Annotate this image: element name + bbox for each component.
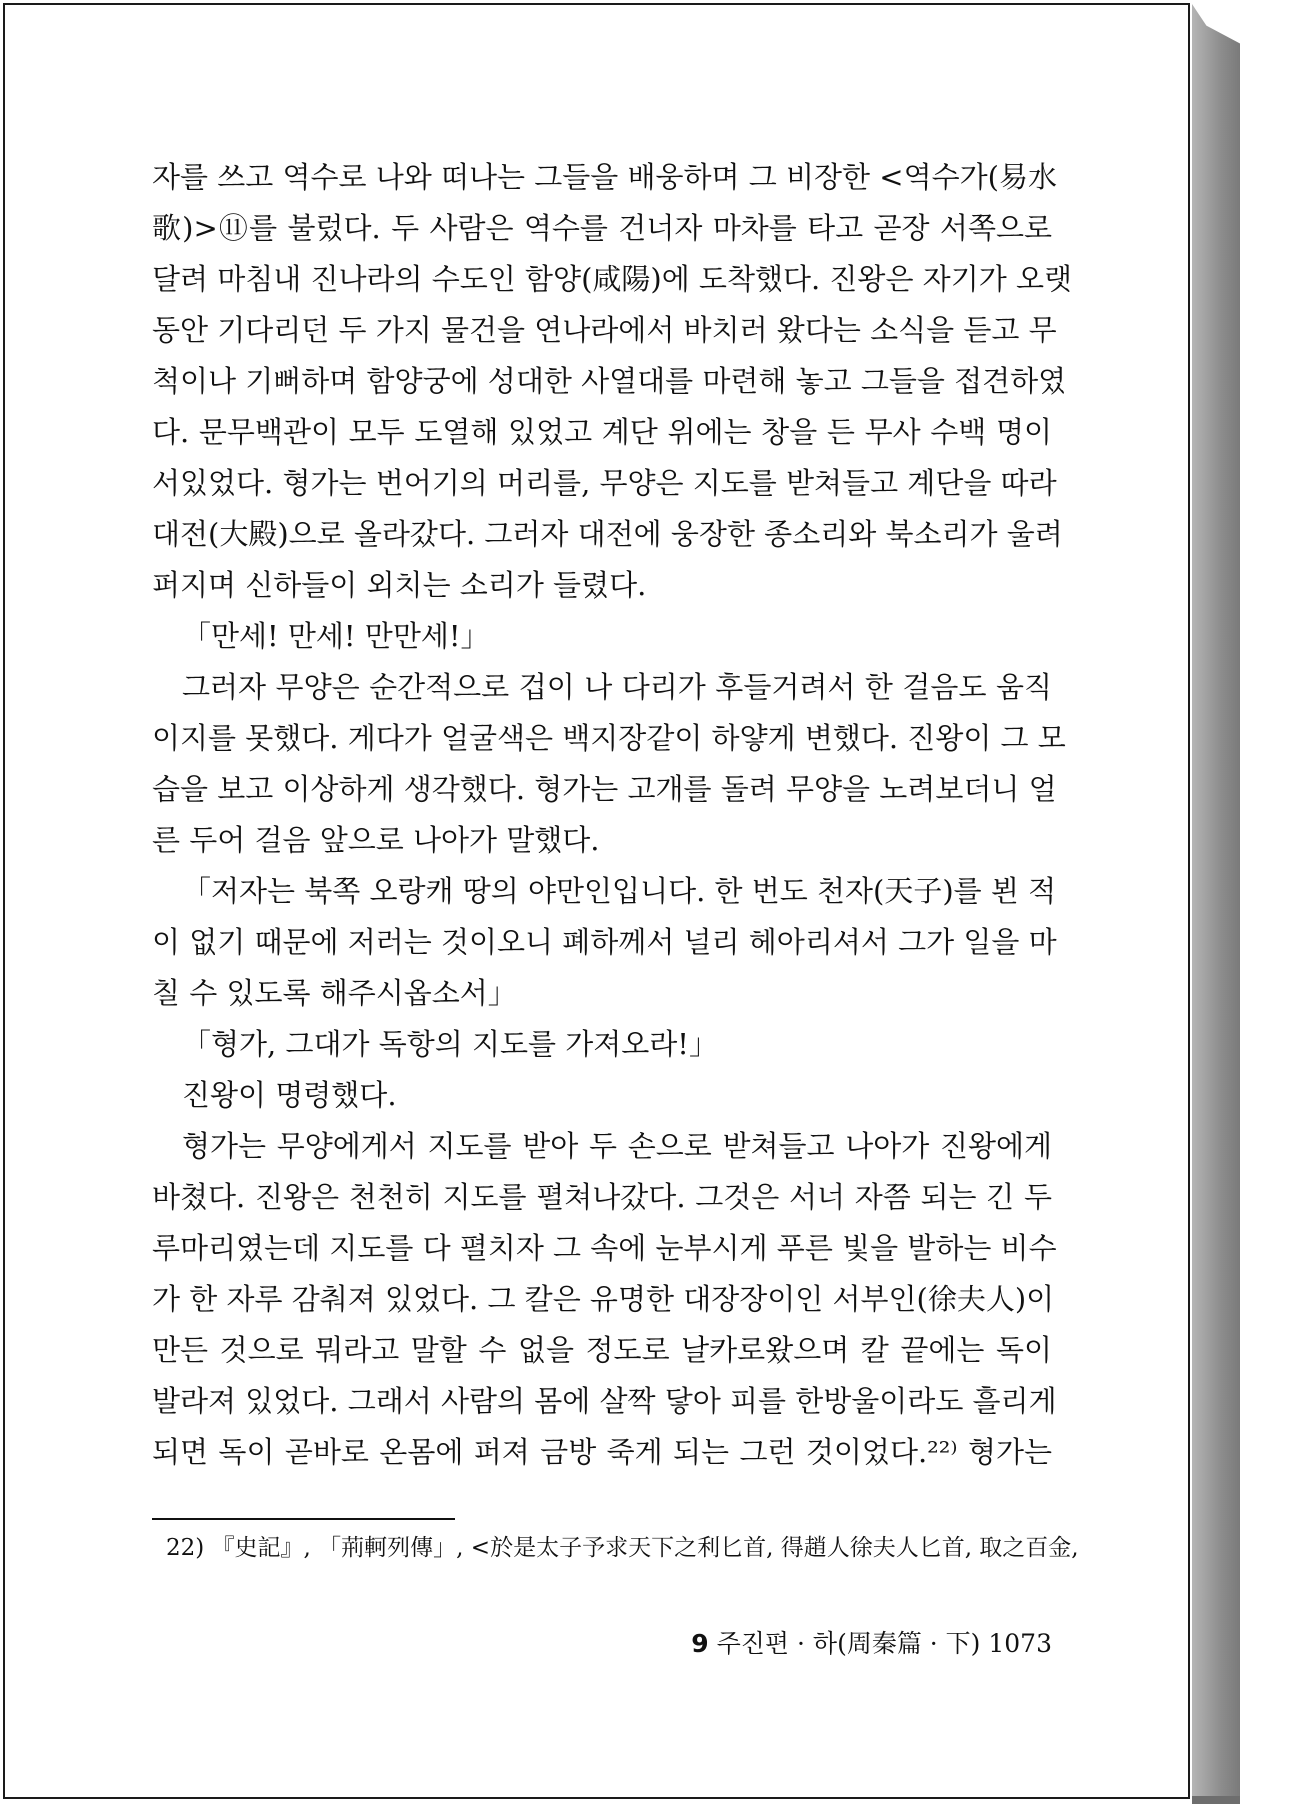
body-line: 「형가, 그대가 독항의 지도를 가져오라!」 [182, 1027, 718, 1061]
body-line: 이 없기 때문에 저러는 것이오니 폐하께서 널리 헤아리셔서 그가 일을 마 [152, 925, 1057, 959]
body-line: 歌)>⑪를 불렀다. 두 사람은 역수를 건너자 마차를 타고 곧장 서쪽으로 [152, 211, 1052, 245]
body-line: 루마리였는데 지도를 다 펼치자 그 속에 눈부시게 푸른 빛을 발하는 비수 [152, 1231, 1057, 1265]
body-line: 바쳤다. 진왕은 천천히 지도를 펼쳐나갔다. 그것은 서너 자쯤 되는 긴 두 [152, 1180, 1052, 1214]
body-line: 른 두어 걸음 앞으로 나아가 말했다. [152, 823, 600, 857]
body-line: 가 한 자루 감춰져 있었다. 그 칼은 유명한 대장장이인 서부인(徐夫人)이 [152, 1282, 1055, 1316]
body-line: 만든 것으로 뭐라고 말할 수 없을 정도로 날카로왔으며 칼 끝에는 독이 [152, 1333, 1052, 1367]
body-line: 발라져 있었다. 그래서 사람의 몸에 살짝 닿아 피를 한방울이라도 흘리게 [152, 1384, 1057, 1418]
body-line: 달려 마침내 진나라의 수도인 함양(咸陽)에 도착했다. 진왕은 자기가 오랫 [152, 262, 1072, 296]
body-line: 칠 수 있도록 해주시옵소서」 [152, 976, 517, 1010]
body-line: 다. 문무백관이 모두 도열해 있었고 계단 위에는 창을 든 무사 수백 명이 [152, 415, 1052, 449]
body-line: 자를 쓰고 역수로 나와 떠나는 그들을 배웅하며 그 비장한 <역수가(易水 [152, 160, 1057, 194]
page-number: 1073 [988, 1629, 1052, 1658]
body-line: 형가는 무양에게서 지도를 받아 두 손으로 받쳐들고 나아가 진왕에게 [182, 1129, 1052, 1163]
body-line: 그러자 무양은 순간적으로 겁이 나 다리가 후들거려서 한 걸음도 움직 [182, 670, 1052, 704]
body-line: 습을 보고 이상하게 생각했다. 형가는 고개를 돌려 무양을 노려보더니 얼 [152, 772, 1057, 806]
body-line: 되면 독이 곧바로 온몸에 퍼져 금방 죽게 되는 그런 것이었다.²²⁾ 형가는 [152, 1435, 1052, 1469]
body-line: 「만세! 만세! 만만세!」 [182, 619, 490, 653]
book-edge-shadow [1192, 4, 1240, 1802]
body-line: 진왕이 명령했다. [182, 1078, 397, 1112]
book-edge-bottom [1192, 1796, 1240, 1804]
body-line: 이지를 못했다. 게다가 얼굴색은 백지장같이 하얗게 변했다. 진왕이 그 모 [152, 721, 1066, 755]
chapter-title: 주진편 · 하(周秦篇 · 下) [716, 1629, 981, 1658]
chapter-number: 9 [691, 1629, 709, 1658]
body-line: 척이나 기뻐하며 함양궁에 성대한 사열대를 마련해 놓고 그들을 접견하였 [152, 364, 1067, 398]
body-line: 서있었다. 형가는 번어기의 머리를, 무양은 지도를 받쳐들고 계단을 따라 [152, 466, 1057, 500]
body-text [152, 152, 1072, 1478]
footnote: 22) 『史記』, 「荊軻列傳」, <於是太子予求天下之利匕首, 得趙人徐夫人匕首, 取之百金, [166, 1535, 1079, 1561]
running-footer [690, 1627, 1052, 1661]
body-line: 「저자는 북쪽 오랑캐 땅의 야만인입니다. 한 번도 천자(天子)를 뵌 적 [182, 874, 1057, 908]
body-line: 대전(大殿)으로 올라갔다. 그러자 대전에 웅장한 종소리와 북소리가 울려 [152, 517, 1063, 551]
footnote-divider [152, 1518, 455, 1520]
body-line: 퍼지며 신하들이 외치는 소리가 들렸다. [152, 568, 647, 602]
body-line: 동안 기다리던 두 가지 물건을 연나라에서 바치러 왔다는 소식을 듣고 무 [152, 313, 1057, 347]
